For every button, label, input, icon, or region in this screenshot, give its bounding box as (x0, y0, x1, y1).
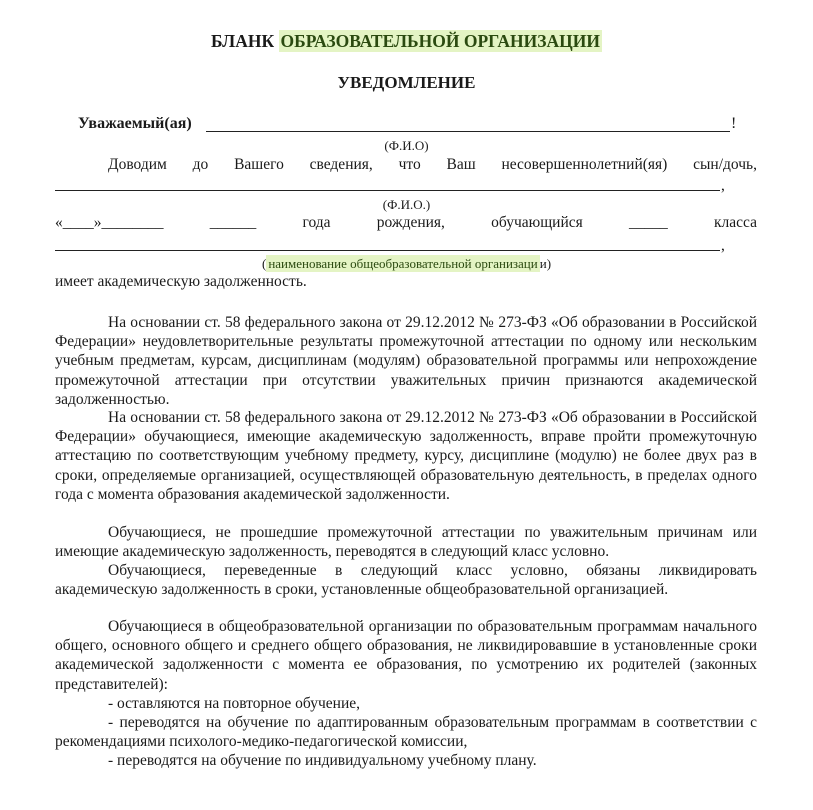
word: сведения, (309, 156, 373, 173)
paragraph: Обучающиеся, не прошедшие промежуточной аттестации по уважительным причинам или имеющие академическую задолженность, переводятся в следующий класс условно. (55, 524, 757, 561)
organization-name-field[interactable] (55, 250, 720, 251)
list-item: - переводятся на обучение по адаптированным образовательным программам в соответствии с рекомендациями психолого-медико-педагогической комиссии, (55, 714, 757, 751)
caption-tail: и) (539, 256, 552, 271)
paragraph: На основании ст. 58 федерального закона от 29.12.2012 № 273-ФЗ «Об образовании в Российской Федерации» неудовлетворительные результаты промежуточной аттестации по одному или нескольким учебным предметам, курсам, дисциплинам (модулям) образовательной программы или непрохождение промежуточной аттестации при отсутствии уважительных причин признаются академической задолженностью. (55, 314, 757, 408)
word: до (192, 156, 209, 173)
word: Вашего (234, 156, 284, 173)
word: Доводим (108, 156, 167, 173)
intro-line-3 (55, 214, 757, 232)
word: обучающийся (491, 214, 583, 231)
greeting-exclamation: ! (731, 115, 737, 132)
title-prefix: БЛАНК (211, 31, 275, 51)
caption-open: ( (261, 256, 267, 271)
word: года (302, 214, 331, 231)
greeting-name-field[interactable] (206, 131, 730, 132)
child-name-caption: (Ф.И.О.) (382, 197, 431, 212)
birth-date-field[interactable]: «____»________ (55, 214, 164, 231)
class-number-field[interactable]: _____ (629, 214, 668, 231)
paragraph: На основании ст. 58 федерального закона от 29.12.2012 № 273-ФЗ «Об образовании в Российской Федерации» обучающиеся, имеющие академическую задолженность, вправе пройти промежуточную аттестацию по соответствующим учебному предмету, курсу, дисциплине (модулю) не более двух раз в сроки, определяемые организацией, осуществляющей образовательную деятельность, в пределах одного года с момента образования академической задолженности. (55, 409, 757, 503)
child-name-comma: , (721, 177, 725, 194)
document-title (0, 31, 813, 52)
intro-line-1 (108, 156, 757, 174)
child-name-field[interactable] (55, 190, 720, 191)
birth-year-field[interactable]: ______ (209, 214, 257, 231)
document-subtitle: УВЕДОМЛЕНИЕ (337, 73, 476, 92)
greeting-caption: (Ф.И.О) (384, 138, 429, 153)
paragraph: Обучающиеся, переведенные в следующий класс условно, обязаны ликвидировать академическую задолженность в сроки, установленные общеобразовательной организацией. (55, 562, 757, 599)
title-highlight: ОБРАЗОВАТЕЛЬНОЙ ОРГАНИЗАЦИИ (280, 31, 600, 51)
caption-highlight: наименование общеобразовательной организаци (268, 256, 538, 271)
word: рождения, (376, 214, 445, 231)
paragraph: Обучающиеся в общеобразовательной организации по образовательным программам начального общего, основного общего и среднего общего образования, не ликвидировавшие в установленные сроки академической задолженности с момента ее образования, по усмотрению их родителей (законных представителей): (55, 618, 757, 693)
word: что (398, 156, 421, 173)
greeting-label: Уважаемый(ая) (78, 115, 192, 132)
list-item: - оставляются на повторное обучение, (108, 695, 360, 712)
word: несовершеннолетний(яя) (501, 156, 668, 173)
word: сын/дочь, (693, 156, 757, 173)
organization-comma: , (721, 237, 725, 254)
intro-line-4: имеет академическую задолженность. (55, 273, 307, 290)
word: класса (713, 214, 757, 231)
word: Ваш (446, 156, 476, 173)
organization-caption (0, 256, 813, 272)
list-item: - переводятся на обучение по индивидуальному учебному плану. (108, 752, 537, 769)
